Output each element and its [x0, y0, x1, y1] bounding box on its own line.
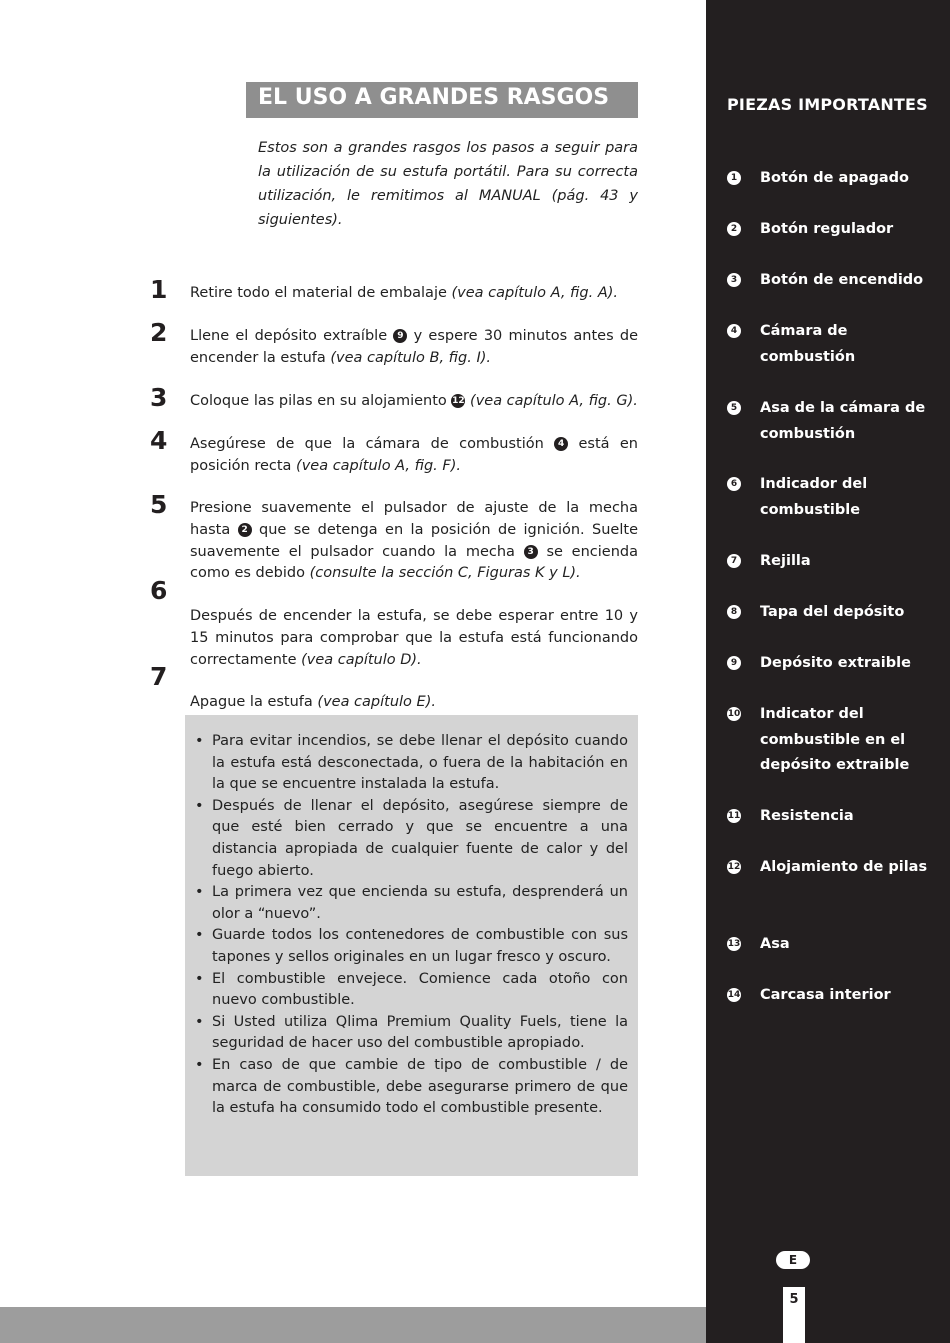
note-item: • En caso de que cambie de tipo de combustible / de marca de combustible, debe asegurarse primero de que la estufa ha consumido todo el combustible presente. — [212, 1055, 628, 1120]
step-number: 7 — [150, 662, 168, 691]
step-text: Después de encender la estufa, se debe esperar entre 10 y 15 minutos para comprobar que la estufa está funcionando correctamente (vea capítulo D). — [190, 608, 638, 668]
part-label: Indicator del combustible en el depósito extraible — [760, 706, 910, 773]
part-number-badge: 10 — [727, 709, 741, 719]
part-number-badge: 1 — [727, 171, 741, 185]
part-label: Asa — [760, 936, 790, 952]
part-number-badge: 5 — [727, 401, 741, 415]
note-item: • El combustible envejece. Comience cada otoño con nuevo combustible. — [212, 969, 628, 1012]
part-number-badge: 14 — [727, 990, 741, 1000]
sidebar — [706, 0, 950, 1343]
part-number-badge: 9 — [727, 656, 741, 670]
part-ref-badge: 9 — [393, 329, 407, 343]
part-item — [727, 319, 937, 370]
part-label: Asa de la cámara de combustión — [760, 400, 926, 442]
part-number-badge: 8 — [727, 605, 741, 619]
part-label: Indicador del combustible — [760, 476, 868, 518]
part-label: Rejilla — [760, 553, 811, 569]
part-ref-badge: 4 — [554, 437, 568, 451]
note-item: • La primera vez que encienda su estufa, desprenderá un olor a “nuevo”. — [212, 882, 628, 925]
part-item — [727, 549, 937, 575]
part-label: Tapa del depósito — [760, 604, 905, 620]
part-label: Botón de apagado — [760, 170, 909, 186]
step-number: 4 — [150, 426, 168, 455]
part-label: Cámara de combustión — [760, 323, 856, 365]
part-item — [727, 702, 937, 779]
footer-bar — [0, 1307, 706, 1343]
part-item — [727, 855, 937, 881]
part-item — [727, 166, 937, 192]
step-text: Asegúrese de que la cámara de combustión 4 está en posición recta (vea capítulo A, fig. F). — [190, 436, 638, 474]
part-item — [727, 983, 937, 1009]
part-label: Alojamiento de pilas — [760, 859, 928, 875]
step-text: Presione suavemente el pulsador de ajuste de la mecha hasta 2 que se detenga en la posición de ignición. Suelte suavemente el pulsador cuando la mecha 3 se encienda como es debido (consulte la sección C, Figuras K y L). — [190, 500, 638, 582]
part-number-badge: 7 — [727, 554, 741, 568]
step-number: 1 — [150, 275, 168, 304]
heading-text: EL USO A GRANDES RASGOS — [258, 85, 610, 110]
section-heading — [246, 82, 638, 118]
part-item — [727, 396, 937, 447]
part-number-badge: 13 — [727, 939, 741, 949]
note-item: • Si Usted utiliza Qlima Premium Quality Fuels, tiene la seguridad de hacer uso del combustible apropiado. — [212, 1012, 628, 1055]
part-number-badge: 4 — [727, 324, 741, 338]
part-ref-badge: 3 — [524, 545, 538, 559]
part-label: Botón de encendido — [760, 272, 924, 288]
note-item: • Después de llenar el depósito, asegúrese siempre de que esté bien cerrado y que se encuentre a una distancia apropiada de cualquier fuente de calor y del fuego abierto. — [212, 796, 628, 882]
intro-paragraph: Estos son a grandes rasgos los pasos a seguir para la utilización de su estufa portátil. Para su correcta utilización, le remitimos al MANUAL (pág. 43 y siguientes). — [258, 140, 638, 228]
part-item — [727, 651, 937, 677]
part-item — [727, 268, 937, 294]
part-label: Depósito extraible — [760, 655, 911, 671]
step-text: Apague la estufa (vea capítulo E). — [190, 694, 436, 710]
step-number: 3 — [150, 383, 168, 412]
notes-list — [185, 715, 638, 1120]
note-item: • Para evitar incendios, se debe llenar el depósito cuando la estufa está desconectada, o fuera de la habitación en la que se encuentre instalada la estufa. — [212, 731, 628, 796]
step-text: Retire todo el material de embalaje (vea capítulo A, fig. A). — [190, 285, 619, 301]
part-item — [727, 804, 937, 830]
part-item — [727, 600, 937, 626]
part-ref-badge: 2 — [238, 523, 252, 537]
step-number: 5 — [150, 490, 168, 519]
note-item: • Guarde todos los contenedores de combustible con sus tapones y sellos originales en un lugar fresco y oscuro. — [212, 925, 628, 968]
part-number-badge: 6 — [727, 477, 741, 491]
step-text: Llene el depósito extraíble 9 y espere 30 minutos antes de encender la estufa (vea capítulo B, fig. I). — [190, 328, 639, 366]
part-item — [727, 217, 937, 243]
part-label: Botón regulador — [760, 221, 894, 237]
part-ref-badge: 12 — [452, 396, 465, 406]
language-badge: E — [776, 1251, 810, 1269]
notes-box — [185, 715, 638, 1176]
part-item — [727, 472, 937, 523]
part-label: Carcasa interior — [760, 987, 891, 1003]
part-number-badge: 2 — [727, 222, 741, 236]
page-number: 5 — [783, 1287, 805, 1343]
step-text: Coloque las pilas en su alojamiento 12 (vea capítulo A, fig. G). — [190, 393, 638, 409]
part-label: Resistencia — [760, 808, 854, 824]
part-number-badge: 11 — [727, 811, 741, 821]
part-item — [727, 932, 937, 958]
sidebar-title: PIEZAS IMPORTANTES — [727, 95, 928, 114]
step-number: 2 — [150, 318, 168, 347]
part-number-badge: 12 — [727, 862, 741, 872]
step-number: 6 — [150, 576, 168, 605]
part-number-badge: 3 — [727, 273, 741, 287]
